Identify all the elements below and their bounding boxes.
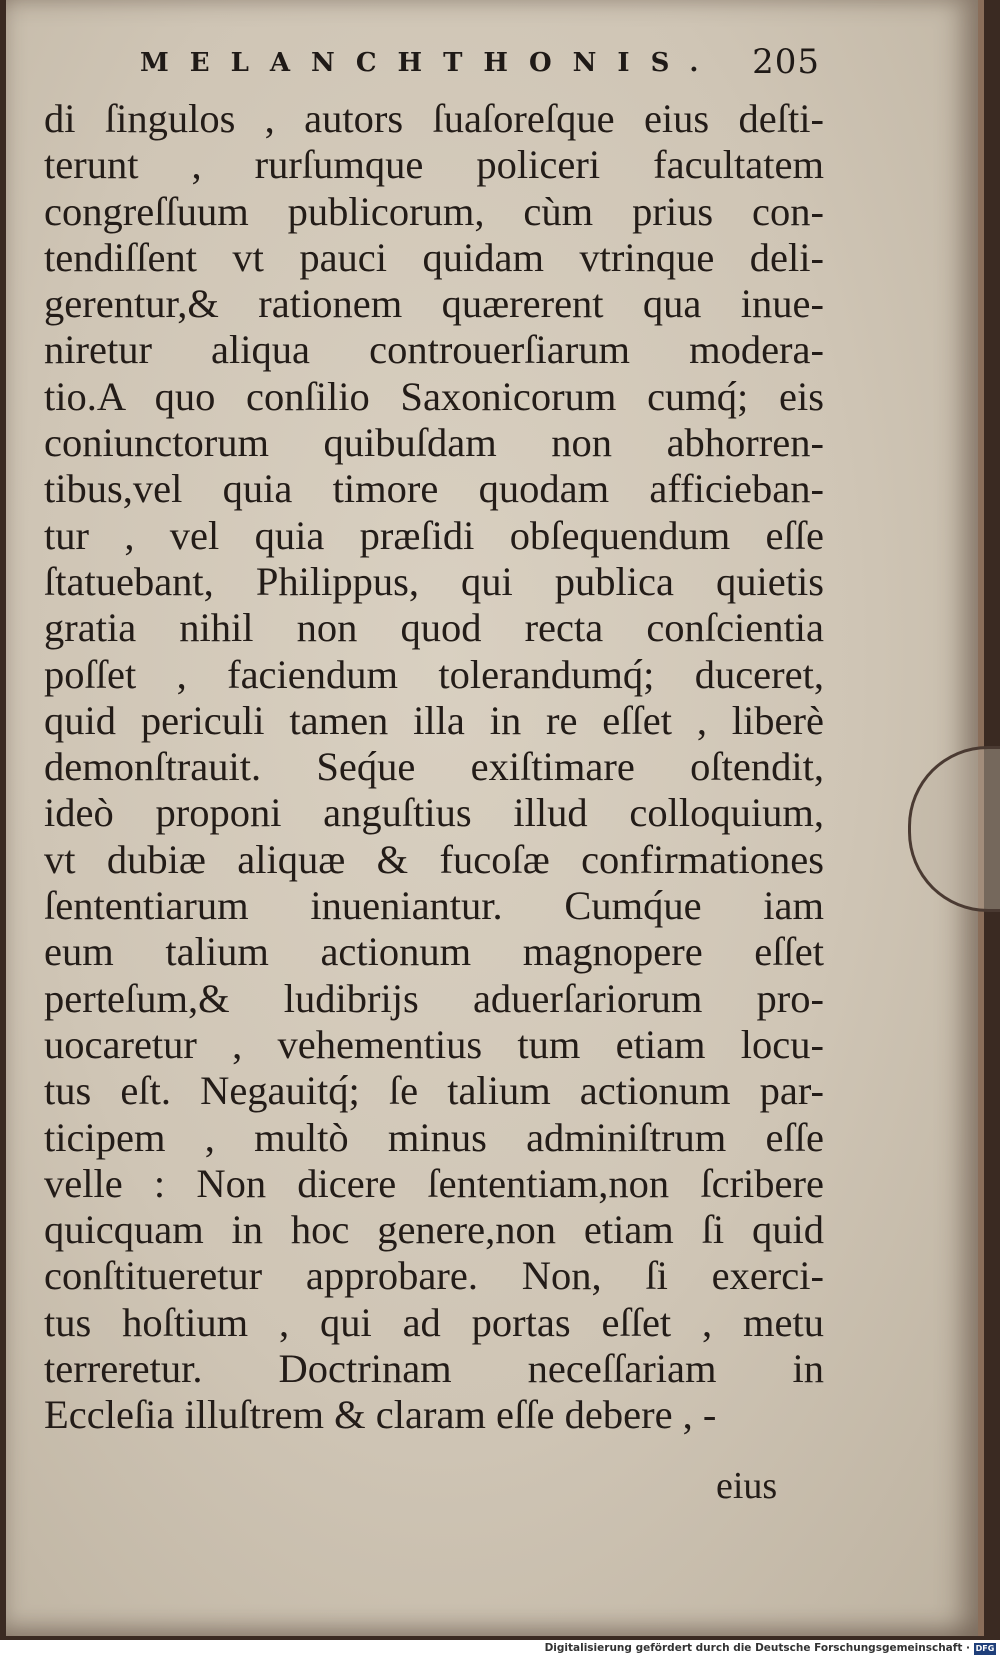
text-line: gratia nihil non quod recta conſcientia	[44, 605, 824, 651]
body-text	[44, 96, 824, 1439]
dfg-logo: DFG	[975, 1644, 995, 1653]
text-line: tendiſſent vt pauci quidam vtrinque deli-	[44, 234, 824, 280]
text-line: ſtatuebant, Philippus, qui publica quietis	[44, 558, 824, 604]
text-line: ticipem , multò minus adminiſtrum eſſe	[44, 1114, 824, 1160]
text-line: tus eſt. Negauitq́; ſe talium actionum par-	[44, 1068, 824, 1114]
page-clasp-mark	[908, 746, 1000, 912]
text-line: velle : Non dicere ſententiam,non ſcribere	[44, 1160, 824, 1206]
text-line: quicquam in hoc genere,non etiam ſi quid	[44, 1207, 824, 1253]
page-header	[140, 44, 820, 84]
text-line: tio.A quo conſilio Saxonicorum cumq́; eis	[44, 373, 824, 419]
footer-credit: Digitalisierung gefördert durch die Deutsche Forschungsgemeinschaft ·	[544, 1642, 970, 1654]
text-line: tibus,vel quia timore quodam afficieban-	[44, 466, 824, 512]
text-line: conſtitueretur approbare. Non, ſi exerci-	[44, 1253, 824, 1299]
running-head: MELANCHTHONIS.	[140, 48, 720, 78]
text-line: perteſum,& ludibrijs aduerſariorum pro-	[44, 975, 824, 1021]
text-line: vt dubiæ aliquæ & fucoſæ confirmationes	[44, 836, 824, 882]
text-line: gerentur,& rationem quærerent qua inue-	[44, 281, 824, 327]
text-line: di ſingulos , autors ſuaſoreſque eius deſti-	[44, 96, 824, 141]
text-line: coniunctorum quibuſdam non abhorren-	[44, 420, 824, 466]
text-line: niretur aliqua controuerſiarum modera-	[44, 327, 824, 373]
text-line: ſententiarum inueniantur. Cumq́ue iam	[44, 883, 824, 929]
text-line: eum talium actionum magnopere eſſet	[44, 929, 824, 975]
text-line: terreretur. Doctrinam neceſſariam in	[44, 1346, 824, 1392]
text-line: demonſtrauit. Seq́ue exiſtimare oſtendit,	[44, 744, 824, 790]
digitization-footer	[0, 1640, 1000, 1658]
text-line: terunt , rurſumque policeri facultatem	[44, 142, 824, 188]
text-line: congreſſuum publicorum, cùm prius con-	[44, 188, 824, 234]
text-line: tus hoſtium , qui ad portas eſſet , metu	[44, 1299, 824, 1345]
text-line: Eccleſia illuſtrem & claram eſſe debere , -	[44, 1392, 717, 1438]
text-line: tur , vel quia præſidi obſequendum eſſe	[44, 512, 824, 558]
page-number: 205	[752, 42, 820, 82]
text-line: poſſet , faciendum tolerandumq́; duceret,	[44, 651, 824, 697]
text-line: quid periculi tamen illa in re eſſet , liberè	[44, 697, 824, 743]
text-line: uocaretur , vehementius tum etiam locu-	[44, 1021, 824, 1067]
catchword: eius	[716, 1465, 778, 1507]
text-line: ideò proponi anguſtius illud colloquium,	[44, 790, 824, 836]
